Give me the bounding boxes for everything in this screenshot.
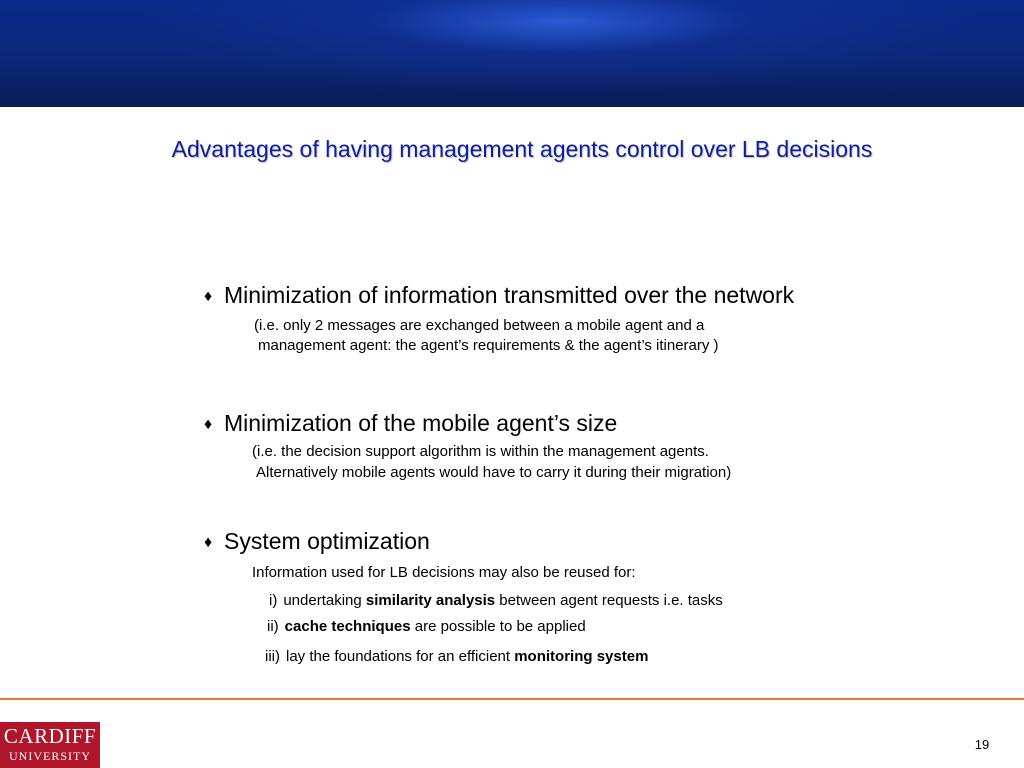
diamond-bullet-icon: ♦	[204, 416, 213, 433]
cardiff-university-logo	[0, 722, 100, 768]
diamond-bullet-icon: ♦	[204, 288, 213, 305]
list-item-emphasis: cache techniques	[284, 618, 411, 635]
bullet-heading: Minimization of information transmitted over the network	[224, 282, 795, 308]
bullet-intro-line: Information used for LB decisions may also be reused for:	[252, 564, 636, 581]
bullet-detail-line: management agent: the agent’s requirements & the agent’s itinerary )	[258, 337, 719, 354]
slide-title: Advantages of having management agents control over LB decisions	[171, 136, 873, 162]
header-band	[0, 0, 1024, 107]
list-item-text: undertaking	[283, 592, 366, 609]
list-item-text: are possible to be applied	[410, 618, 586, 635]
list-item	[267, 618, 586, 635]
bullet-system-optimization	[204, 528, 430, 555]
bullet-agent-size-minimization	[204, 410, 617, 437]
logo-wordmark: CARDIFF	[3, 724, 97, 748]
bullet-heading: System optimization	[224, 528, 430, 554]
bullet-detail-line: (i.e. only 2 messages are exchanged between a mobile agent and a	[254, 317, 705, 334]
list-item-number: ii)	[267, 618, 279, 635]
list-item	[269, 592, 723, 609]
logo-subtitle: UNIVERSITY	[9, 749, 91, 763]
diamond-bullet-icon: ♦	[204, 534, 213, 551]
page-number: 19	[974, 737, 990, 752]
list-item-emphasis: similarity analysis	[365, 592, 496, 609]
bullet-network-minimization	[204, 282, 794, 309]
list-item-text: between agent requests i.e. tasks	[495, 592, 723, 609]
footer-divider	[0, 698, 1024, 700]
list-item	[265, 648, 648, 665]
header-divider	[0, 106, 1024, 107]
list-item-text: lay the foundations for an efficient	[286, 648, 515, 665]
bullet-detail-line: Alternatively mobile agents would have to carry it during their migration)	[256, 464, 732, 481]
list-item-number: iii)	[265, 648, 280, 665]
bullet-heading: Minimization of the mobile agent’s size	[224, 410, 618, 436]
list-item-number: i)	[269, 592, 278, 609]
bullet-detail-line: (i.e. the decision support algorithm is within the management agents.	[252, 443, 709, 460]
list-item-emphasis: monitoring system	[514, 648, 649, 665]
